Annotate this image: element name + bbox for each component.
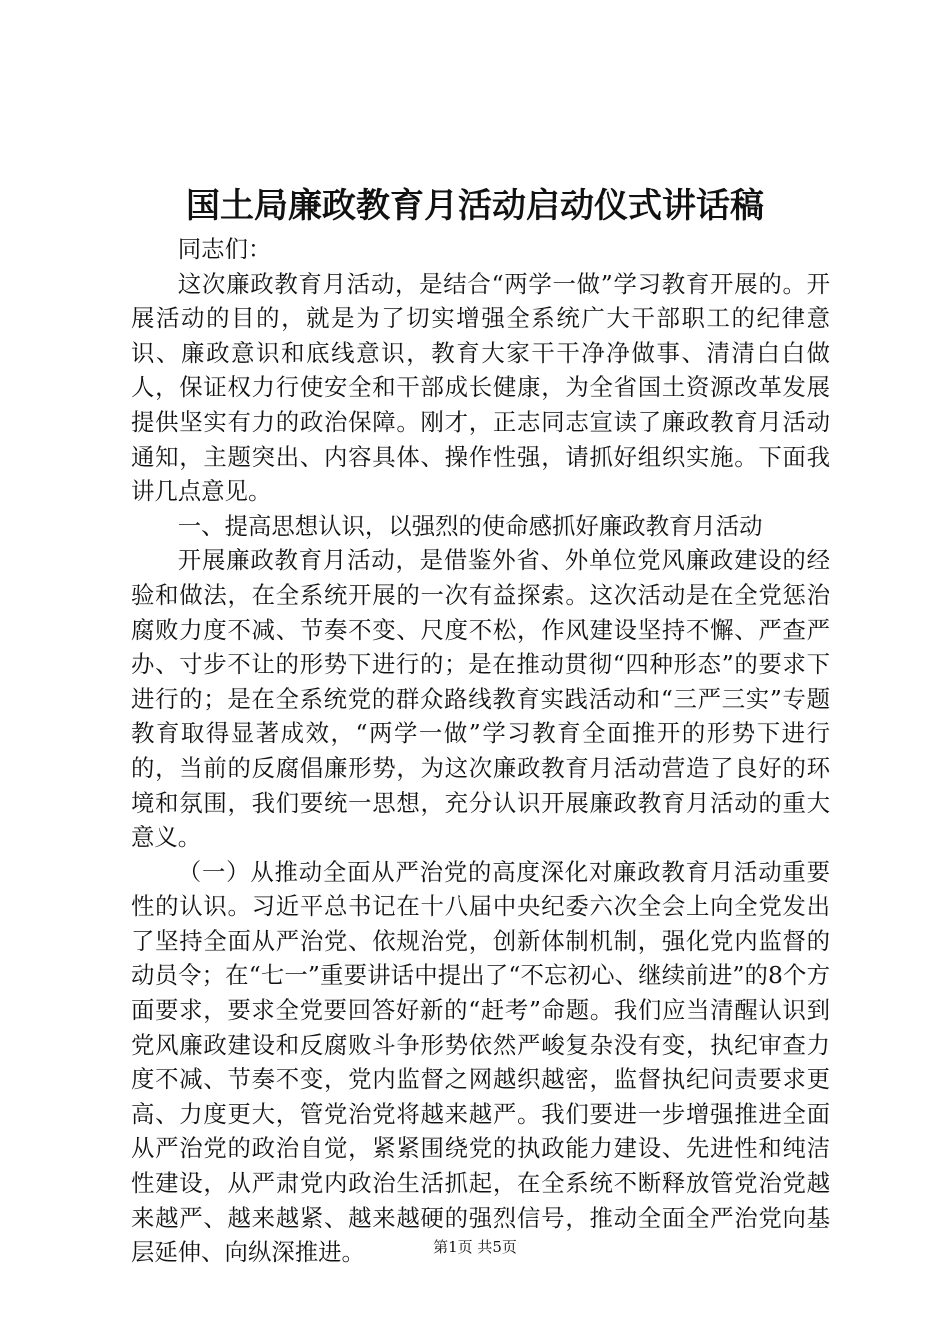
page-footer: 第1页 共5页 bbox=[433, 1238, 517, 1256]
intro-paragraph: 这次廉政教育月活动，是结合“两学一做”学习教育开展的。开展活动的目的，就是为了切实增强全系统广大干部职工的纪律意识、廉政意识和底线意识，教育大家干干净净做事、清清白白做人，保证权力行使安全和干部成长健康，为全省国土资源改革发展提供坚实有力的政治保障。刚才，正志同志宣读了廉政教育月活动通知，主题突出、内容具体、操作性强，请抓好组织实施。下面我讲几点意见。 bbox=[131, 269, 830, 506]
body-paragraph: 开展廉政教育月活动，是借鉴外省、外单位党风廉政建设的经验和做法，在全系统开展的一次有益探索。这次活动是在全党惩治腐败力度不减、节奏不变、尺度不松，作风建设坚持不懈、严查严办、寸步不让的形势下进行的；是在推动贯彻“四种形态”的要求下进行的；是在全系统党的群众路线教育实践活动和“三严三实”专题教育取得显著成效，“两学一做”学习教育全面推开的形势下进行的，当前的反腐倡廉形势，为这次廉政教育月活动营造了良好的环境和氛围，我们要统一思想，充分认识开展廉政教育月活动的重大意义。 bbox=[131, 546, 830, 852]
section-heading-1: 一、提高思想认识，以强烈的使命感抓好廉政教育月活动 bbox=[177, 511, 763, 540]
document-title: 国土局廉政教育月活动启动仪式讲话稿 bbox=[186, 186, 764, 226]
salutation: 同志们： bbox=[177, 235, 272, 263]
document-body bbox=[131, 232, 830, 1270]
body-paragraph: （一）从推动全面从严治党的高度深化对廉政教育月活动重要性的认识。习近平总书记在十八届中央纪委六次全会上向全党发出了坚持全面从严治党、依规治党，创新体制机制，强化党内监督的动员令；在“七一”重要讲话中提出了“不忘初心、继续前进”的8个方面要求，要求全党要回答好新的“赶考”命题。我们应当清醒认识到党风廉政建设和反腐败斗争形势依然严峻复杂没有变，执纪审查力度不减、节奏不变，党内监督之网越织越密，监督执纪问责要求更高、力度更大，管党治党将越来越严。我们要进一步增强推进全面从严治党的政治自觉，紧紧围绕党的执政能力建设、先进性和纯洁性建设，从严肃党内政治生活抓起，在全系统不断释放管党治党越来越严、越来越紧、越来越硬的强烈信号，推动全面全严治党向基层延伸、向纵深推进。 bbox=[131, 857, 830, 1267]
